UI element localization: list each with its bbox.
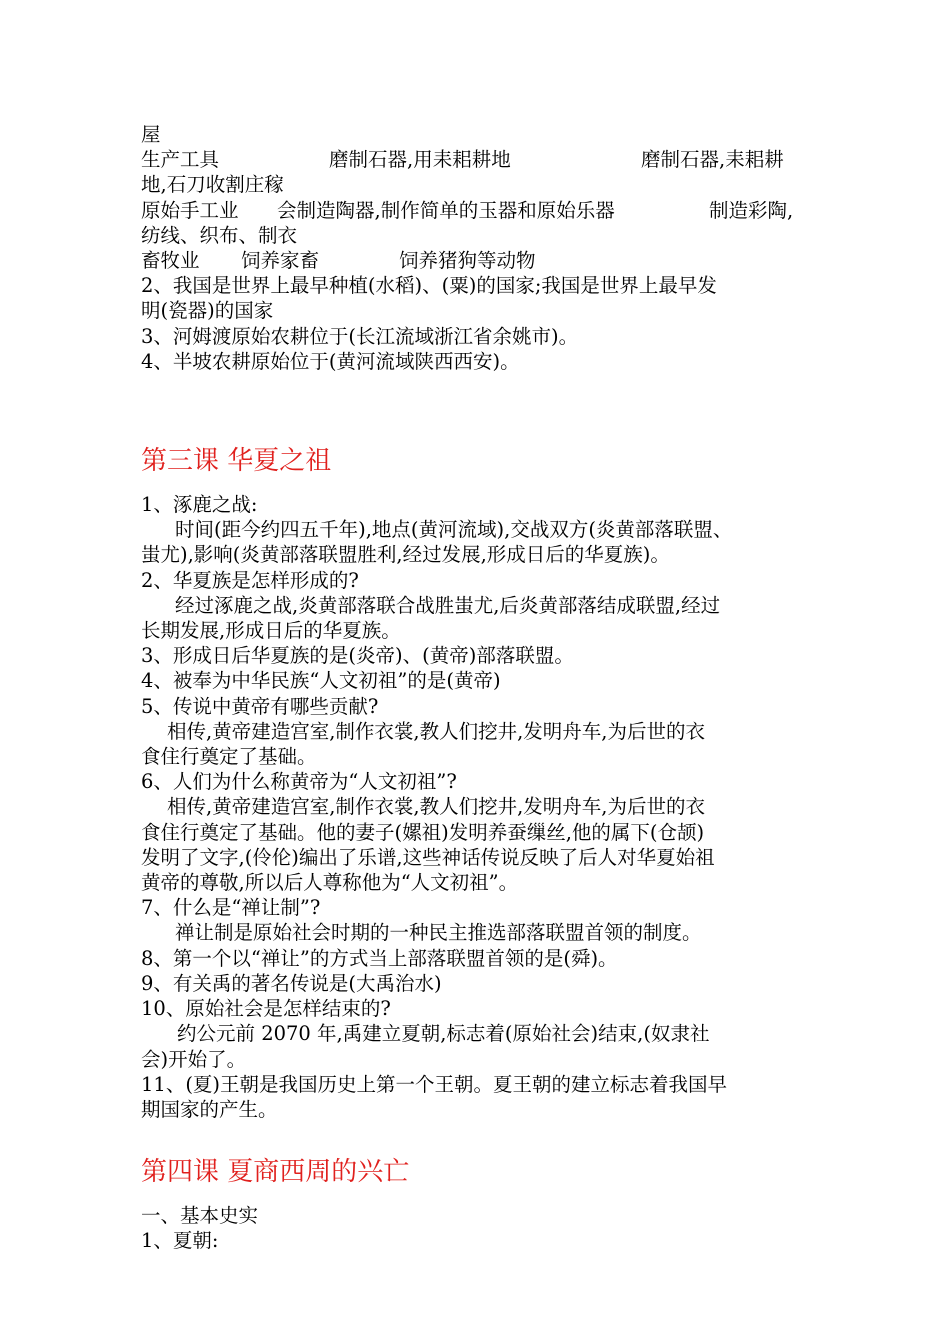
lesson4-title: 第四课 夏商西周的兴亡 [141, 1157, 410, 1188]
table-cell-husbandry-label: 畜牧业 [141, 249, 200, 273]
table-cell-husbandry-hemudu: 饲养家畜 [241, 249, 320, 273]
list-item: 1、夏朝: [141, 1229, 219, 1253]
table-cell-tools-banpo: 磨制石器,耒耜耕 [641, 148, 784, 172]
table-cell-husbandry-banpo: 饲养猪狗等动物 [399, 249, 536, 273]
table-cell-handicraft-banpo: 制造彩陶, [709, 198, 794, 222]
list-item: 6、人们为什么称黄帝为“人文初祖”? [141, 770, 457, 794]
answer-line: 食住行奠定了基础。 [141, 745, 317, 769]
answer-line: 发明了文字,(伶伦)编出了乐谱,这些神话传说反映了后人对华夏始祖 [141, 845, 715, 869]
list-item: 7、什么是“禅让制”? [141, 896, 321, 920]
list-item: 9、有关禹的著名传说是(大禹治水) [141, 971, 442, 995]
table-cell-tools-label: 生产工具 [141, 148, 220, 172]
answer-line: 蚩尤),影响(炎黄部落联盟胜利,经过发展,形成日后的华夏族)。 [141, 543, 670, 567]
list-item: 2、我国是世界上最早种植(水稻)、(粟)的国家;我国是世界上最早发 [141, 274, 717, 298]
answer-line: 相传,黄帝建造宫室,制作衣裳,教人们挖井,发明舟车,为后世的衣 [167, 795, 705, 819]
table-row-tools [141, 147, 831, 172]
document-page [141, 122, 831, 1254]
answer-line: 黄帝的尊敬,所以后人尊称他为“人文初祖”。 [141, 871, 519, 895]
list-item: 11、(夏)王朝是我国历史上第一个王朝。夏王朝的建立标志着我国早 [141, 1072, 728, 1096]
answer-line: 禅让制是原始社会时期的一种民主推选部落联盟首领的制度。 [175, 921, 702, 945]
answer-line: 约公元前 2070 年,禹建立夏朝,标志着(原始社会)结束,(奴隶社 [177, 1022, 710, 1046]
answer-line: 食住行奠定了基础。他的妻子(嫘祖)发明养蚕缫丝,他的属下(仓颉) [141, 820, 705, 844]
list-item: 5、传说中黄帝有哪些贡献? [141, 694, 379, 718]
list-item: 8、第一个以“禅让”的方式当上部落联盟首领的是(舜)。 [141, 946, 618, 970]
table-row-handicraft [141, 198, 831, 223]
table-cell-handicraft-hemudu: 会制造陶器,制作简单的玉器和原始乐器 [277, 198, 615, 222]
section-heading: 一、基本史实 [141, 1204, 259, 1228]
answer-line: 期国家的产生。 [141, 1097, 278, 1121]
lesson3-title: 第三课 华夏之祖 [141, 446, 332, 477]
list-item: 4、半坡农耕原始位于(黄河流域陕西西安)。 [141, 349, 520, 373]
table-row-tools-cont: 地,石刀收割庄稼 [141, 173, 284, 197]
list-item: 1、涿鹿之战: [141, 493, 258, 517]
answer-line: 会)开始了。 [141, 1047, 247, 1071]
list-item: 4、被奉为中华民族“人文初祖”的是(黄帝) [141, 669, 501, 693]
table-row-house-cont: 屋 [141, 123, 161, 146]
list-item: 明(瓷器)的国家 [141, 299, 274, 323]
list-item: 3、形成日后华夏族的是(炎帝)、(黄帝)部落联盟。 [141, 644, 574, 668]
answer-line: 相传,黄帝建造宫室,制作衣裳,教人们挖井,发明舟车,为后世的衣 [167, 719, 705, 743]
table-cell-tools-hemudu: 磨制石器,用耒耜耕地 [329, 148, 511, 172]
answer-line: 长期发展,形成日后的华夏族。 [141, 619, 401, 643]
answer-line: 时间(距今约四五千年),地点(黄河流域),交战双方(炎黄部落联盟、 [175, 518, 733, 542]
table-row-husbandry [141, 248, 831, 273]
list-item: 10、原始社会是怎样结束的? [141, 997, 391, 1021]
list-item: 3、河姆渡原始农耕位于(长江流域浙江省余姚市)。 [141, 324, 579, 348]
table-row-handicraft-cont: 纺线、织布、制衣 [141, 223, 298, 247]
table-cell-handicraft-label: 原始手工业 [141, 198, 239, 222]
answer-line: 经过涿鹿之战,炎黄部落联合战胜蚩尤,后炎黄部落结成联盟,经过 [175, 593, 721, 617]
list-item: 2、华夏族是怎样形成的? [141, 568, 359, 592]
